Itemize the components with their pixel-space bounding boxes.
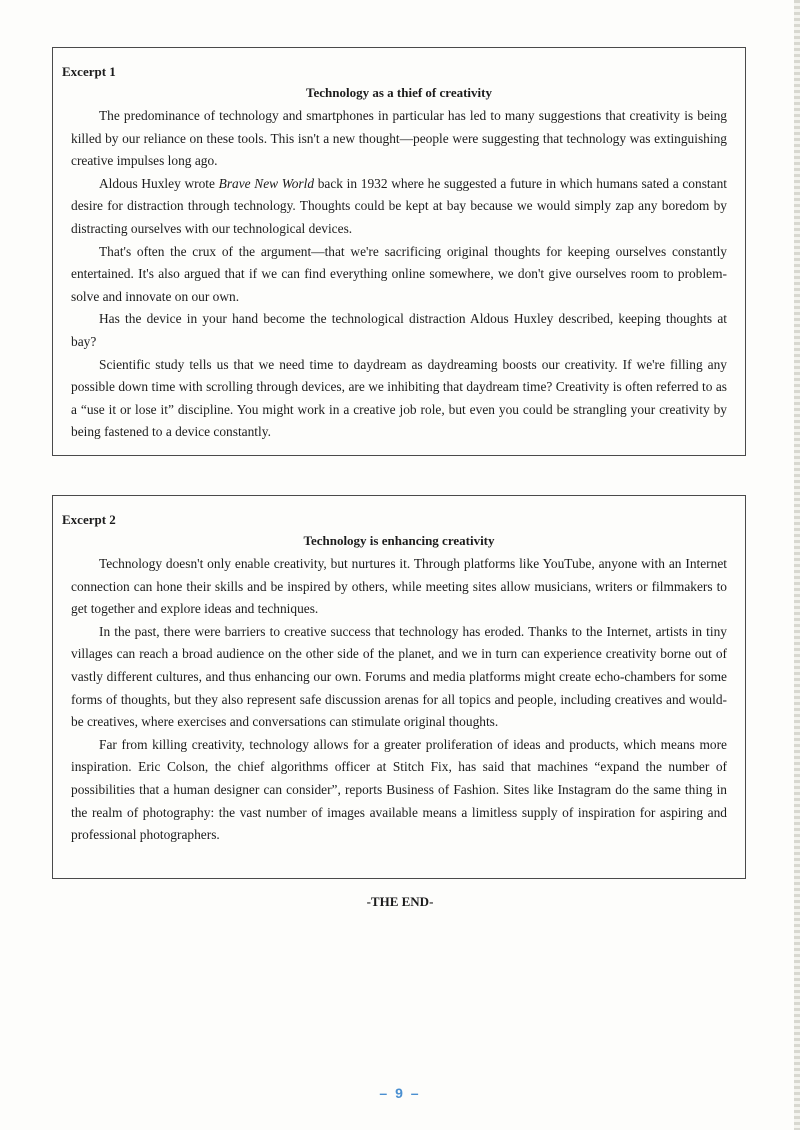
excerpt-1-box <box>52 47 746 456</box>
excerpt-2-paragraph: Technology doesn't only enable creativity, but nurtures it. Through platforms like YouTube, anyone with an Internet connection can hone their skills and be inspired by others, while meeting sites allow musicians, writers or filmmakers to get together and explore ideas and techniques. <box>71 556 727 617</box>
paragraph-text: Aldous Huxley wrote <box>99 175 219 191</box>
excerpt-1-paragraph: Has the device in your hand become the technological distraction Aldous Huxley described, keeping thoughts at bay? <box>71 311 727 349</box>
excerpt-2-paragraph: In the past, there were barriers to creative success that technology has eroded. Thanks to the Internet, artists in tiny villages can reach a broad audience on the other side of the planet, and we in turn can experience creativity borne out of vastly different cultures, and thus enhancing our own. Forums and media platforms might create echo-chambers for some forms of thoughts, but they also represent safe discussion arenas for all topics and people, including creatives and would-be creatives, where exercises and conversations can stimulate original thoughts. <box>71 623 727 730</box>
excerpt-1-paragraph: Scientific study tells us that we need time to daydream as daydreaming boosts our creativity. If we're filling any possible down time with scrolling through devices, are we inhibiting that daydream time? Creativity is often referred to as a “use it or lose it” discipline. You might work in a creative job role, but even you could be strangling your creativity by being fastened to a device constantly. <box>71 356 727 440</box>
excerpt-2-label: Excerpt 2 <box>62 512 116 527</box>
page-number: – 9 – <box>379 1085 421 1101</box>
excerpt-1-paragraph <box>71 173 727 241</box>
the-end: -THE END- <box>366 894 434 909</box>
excerpt-1-label: Excerpt 1 <box>62 64 116 79</box>
excerpt-1-paragraph: That's often the crux of the argument—that we're sacrificing original thoughts for keeping ourselves constantly entertained. It's also argued that if we can find everything online somewhere, we don't give ourselves room to problem-solve and innovate on our own. <box>71 243 727 304</box>
excerpt-2-heading: Technology is enhancing creativity <box>303 533 495 548</box>
excerpt-2-box <box>52 495 746 879</box>
excerpt-1-paragraph: The predominance of technology and smartphones in particular has led to many suggestions that creativity is being killed by our reliance on these tools. This isn't a new thought—people were suggesting that technology was extinguishing creative impulses long ago. <box>71 108 727 169</box>
paragraph-text: back in 1932 where he suggested a future in which humans sated a constant desire for distraction through technology. Thoughts could be kept at bay because we would simply zap any boredom by distracting ourselves with our technological devices. <box>71 175 727 236</box>
book-title: Brave New World <box>218 175 315 191</box>
scan-edge <box>794 0 800 1130</box>
excerpt-1-heading: Technology as a thief of creativity <box>306 85 492 100</box>
excerpt-2-paragraph: Far from killing creativity, technology allows for a greater proliferation of ideas and products, which means more inspiration. Eric Colson, the chief algorithms officer at Stitch Fix, has said that machines “expand the number of possibilities that a human designer can consider”, reports Business of Fashion. Sites like Instagram do the same thing in the realm of photography: the vast number of images available means a limitless supply of inspiration for aspiring and professional photographers. <box>71 736 727 843</box>
